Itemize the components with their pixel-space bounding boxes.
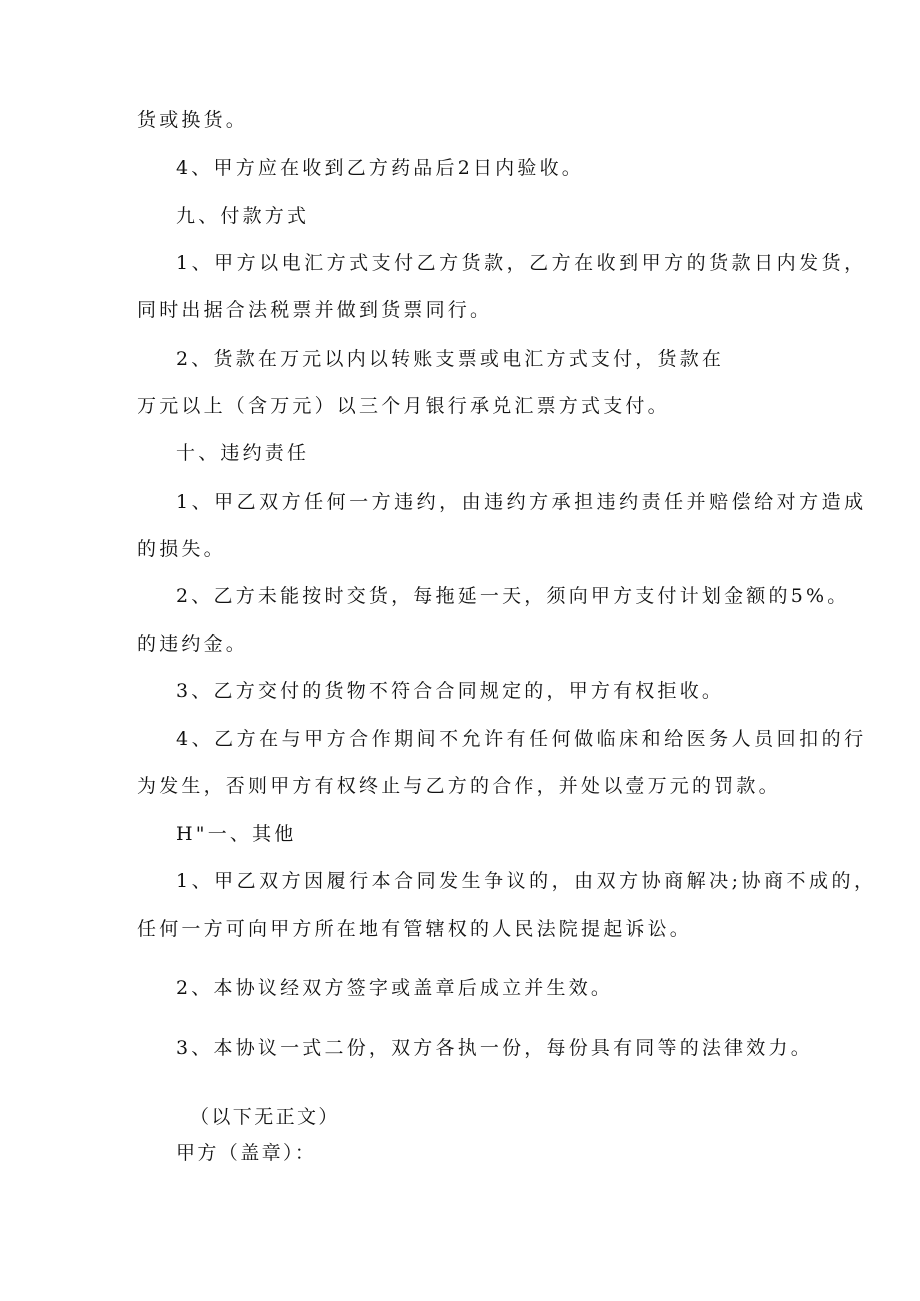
section-heading-payment: 九、付款方式 xyxy=(176,205,310,227)
text-line-liability-clause-4: 4、乙方在与甲方合作期间不允许有任何做临床和给医务人员回扣的行 xyxy=(176,728,867,750)
text-line-liability-clause-4-cont: 为发生，否则甲方有权终止与乙方的合作，并处以壹万元的罚款。 xyxy=(137,775,781,797)
text-line-liability-clause-3: 3、乙方交付的货物不符合合同规定的，甲方有权拒收。 xyxy=(176,680,725,702)
text-line-liability-clause-1: 1、甲乙双方任何一方违约，由违约方承担违约责任并赔偿给对方造成 xyxy=(176,491,867,513)
text-line-inspection-clause: 4、甲方应在收到乙方药品后2日内验收。 xyxy=(176,157,584,179)
text-line-payment-clause-1-cont: 同时出据合法税票并做到货票同行。 xyxy=(137,299,493,321)
text-line-liability-clause-2: 2、乙方未能按时交货，每拖延一天，须向甲方支付计划金额的5%。 xyxy=(176,585,850,607)
text-line-other-clause-1-cont: 任何一方可向甲方所在地有管辖权的人民法院提起诉讼。 xyxy=(137,918,693,940)
text-line-liability-clause-1-cont: 的损失。 xyxy=(137,538,226,560)
signature-label-party-a: 甲方（盖章）： xyxy=(176,1142,317,1164)
text-line-other-clause-2: 2、本协议经双方签字或盖章后成立并生效。 xyxy=(176,977,614,999)
text-line-payment-clause-2-cont: 万元以上（含万元）以三个月银行承兑汇票方式支付。 xyxy=(137,395,670,417)
text-line-other-clause-1: 1、甲乙双方因履行本合同发生争议的，由双方协商解决;协商不成的， xyxy=(176,870,877,892)
text-line-other-clause-3: 3、本协议一式二份，双方各执一份，每份具有同等的法律效力。 xyxy=(176,1037,813,1059)
section-heading-liability: 十、违约责任 xyxy=(176,442,310,464)
text-line-end-of-text: （以下无正文） xyxy=(190,1106,340,1128)
text-line-goods-return-tail: 货或换货。 xyxy=(137,109,249,131)
text-line-liability-clause-2-cont: 的违约金。 xyxy=(137,633,249,655)
section-heading-other: H"一、其他 xyxy=(176,823,297,845)
text-line-payment-clause-2: 2、货款在万元以内以转账支票或电汇方式支付，货款在 xyxy=(176,348,725,370)
text-line-payment-clause-1: 1、甲方以电汇方式支付乙方货款，乙方在收到甲方的货款日内发货， xyxy=(176,252,867,274)
